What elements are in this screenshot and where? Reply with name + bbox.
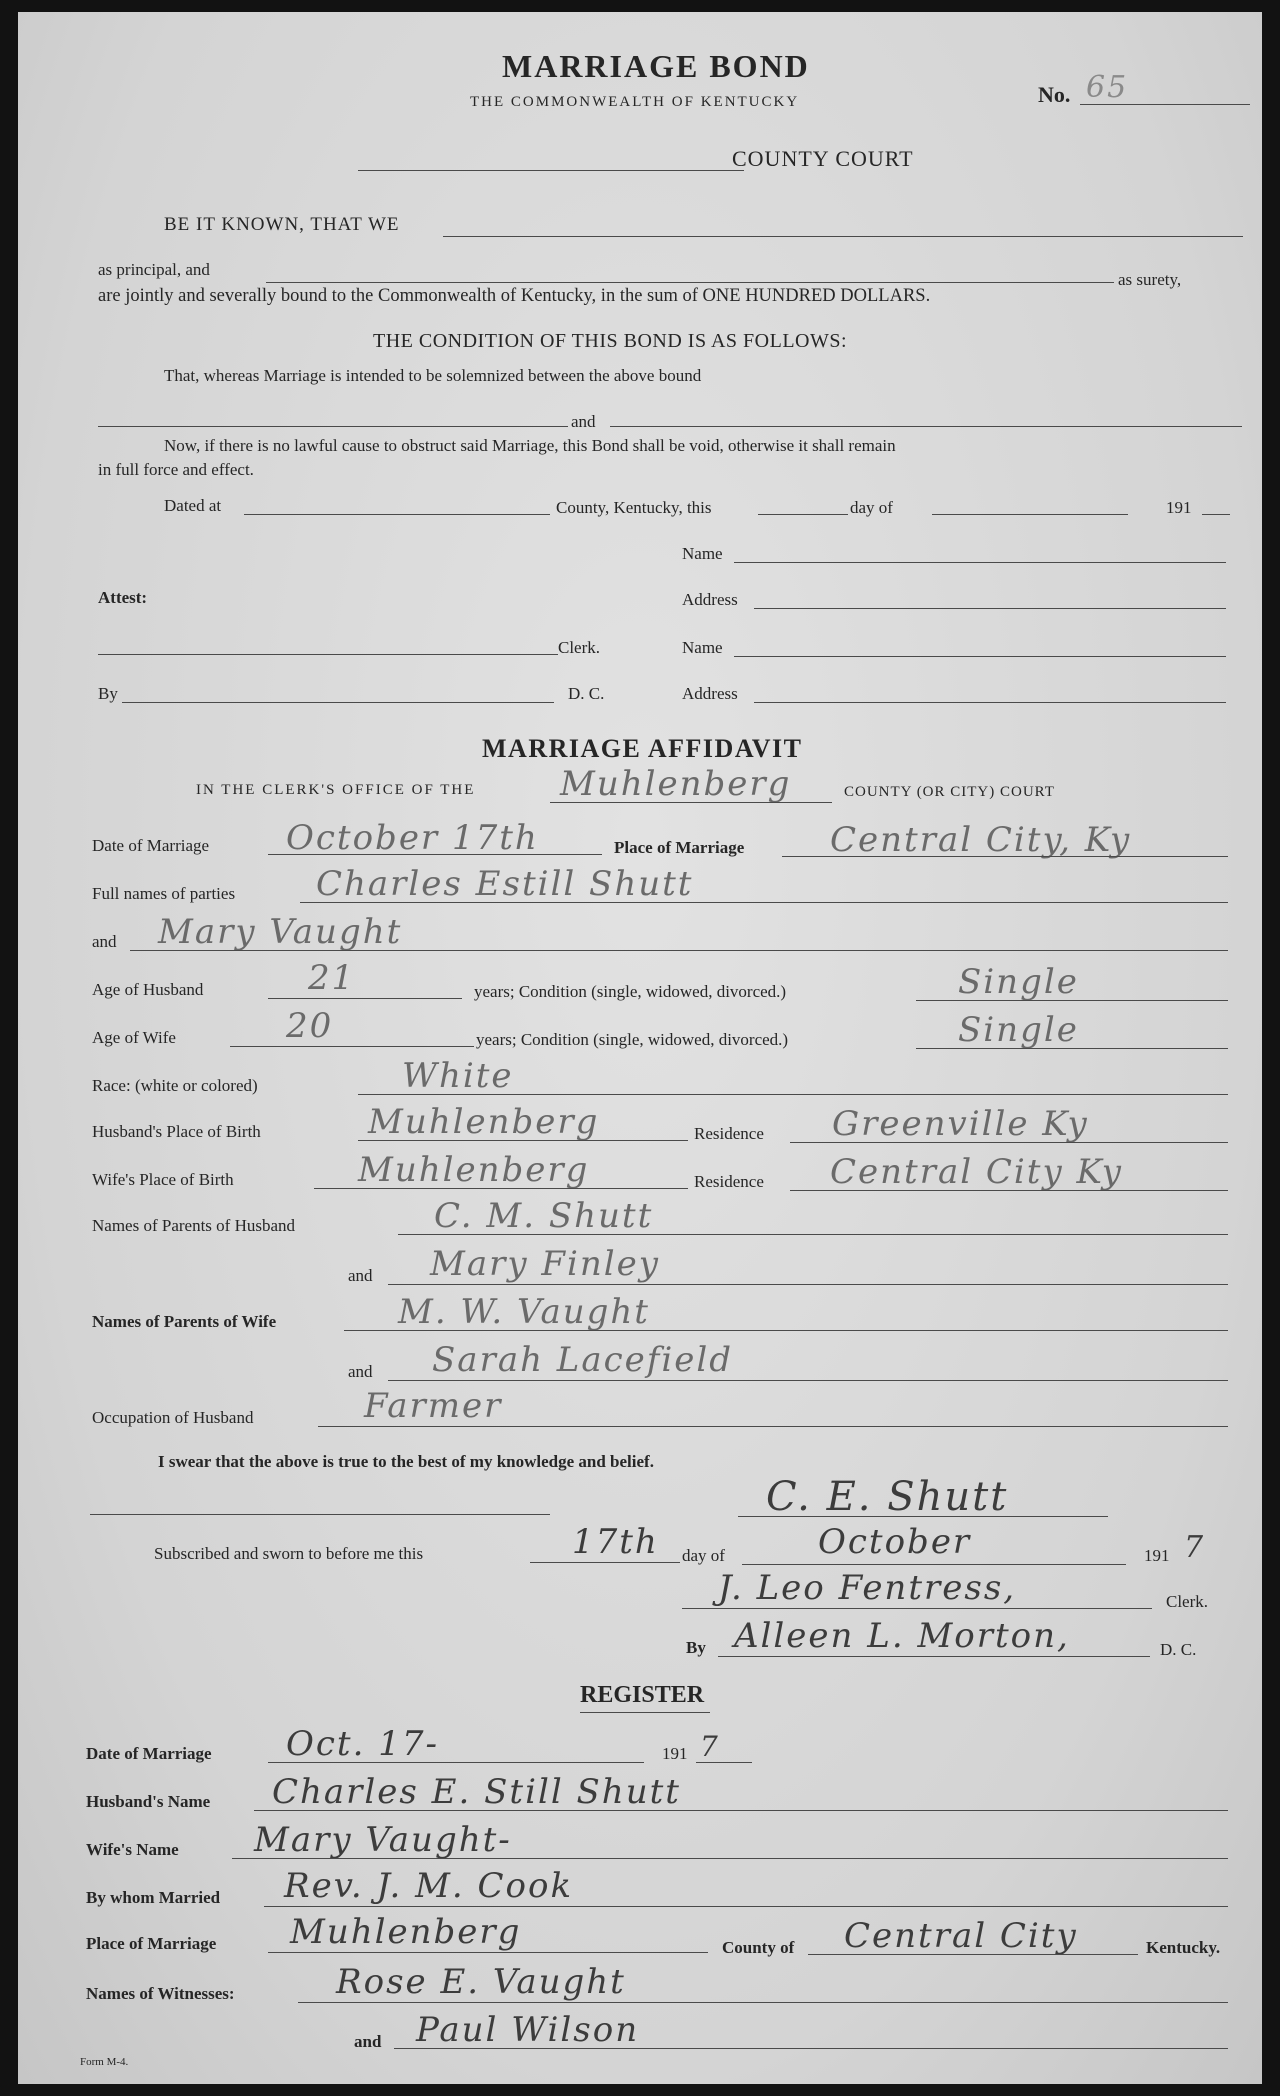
wife-full-name-line	[130, 950, 1228, 951]
name-line-2	[734, 656, 1226, 657]
wife-birthplace-label: Wife's Place of Birth	[92, 1170, 234, 1189]
age-husband-label: Age of Husband	[92, 980, 204, 999]
dated-at-label: Dated at	[164, 496, 222, 515]
husband-mother-value: Mary Finley	[430, 1244, 660, 1284]
husband-residence-label: Residence	[694, 1124, 764, 1143]
sworn-month-line	[742, 1564, 1126, 1565]
office-county-line	[550, 802, 832, 803]
place-of-marriage-line	[782, 856, 1228, 857]
full-force-text: in full force and effect.	[98, 460, 254, 479]
register-place-value: Muhlenberg	[290, 1912, 522, 1952]
race-line	[358, 1094, 1228, 1095]
husband-mother-line	[388, 1284, 1228, 1285]
wife-mother-and-label: and	[348, 1362, 373, 1381]
sworn-year-digit: 7	[1184, 1530, 1206, 1565]
address-line-2	[754, 702, 1226, 703]
place-of-marriage-value: Central City, Ky	[830, 820, 1132, 860]
date-of-marriage-value: October 17th	[286, 818, 539, 858]
register-county-value: Central City	[844, 1916, 1078, 1956]
sworn-month-value: October	[818, 1522, 972, 1562]
bond-month-line	[932, 514, 1128, 515]
affiant-signature-line	[738, 1516, 1108, 1517]
sworn-year-prefix: 191	[1144, 1546, 1170, 1565]
date-of-marriage-line	[268, 854, 602, 855]
affiant-signature: C. E. Shutt	[766, 1474, 1009, 1520]
bond-day-of-label: day of	[850, 498, 893, 517]
bond-year-line	[1202, 514, 1230, 515]
register-kentucky-label: Kentucky.	[1146, 1938, 1221, 1957]
register-wife-line	[232, 1858, 1228, 1859]
register-wife-value: Mary Vaught-	[254, 1820, 512, 1860]
register-county-line	[808, 1954, 1138, 1955]
age-wife-line	[230, 1046, 474, 1047]
age-wife-value: 20	[286, 1006, 334, 1046]
affiant-witness-line	[90, 1514, 550, 1515]
register-husband-value: Charles E. Still Shutt	[272, 1772, 681, 1812]
and-text: and	[571, 412, 596, 431]
register-witness2-line	[394, 2048, 1228, 2049]
address-label-1: Address	[682, 590, 738, 609]
form-number: Form M-4.	[80, 2056, 129, 2068]
wife-birthplace-value: Muhlenberg	[358, 1150, 590, 1190]
register-date-line	[268, 1762, 644, 1763]
register-witness1-value: Rose E. Vaught	[336, 1962, 626, 2002]
office-county-value: Muhlenberg	[560, 764, 792, 804]
husband-condition-value: Single	[958, 962, 1079, 1002]
bond-title: MARRIAGE BOND	[502, 48, 810, 84]
husband-condition-line	[916, 1000, 1228, 1001]
husband-birthplace-line	[358, 1140, 688, 1141]
name-label-1: Name	[682, 544, 723, 563]
register-husband-line	[254, 1810, 1228, 1811]
dc-label: D. C.	[568, 684, 605, 703]
full-names-label: Full names of parties	[92, 884, 236, 903]
register-heading-underline	[580, 1712, 710, 1713]
affidavit-heading: MARRIAGE AFFIDAVIT	[482, 734, 803, 763]
party1-line	[98, 426, 568, 427]
register-wife-label: Wife's Name	[86, 1840, 179, 1859]
husband-father-line	[398, 1234, 1228, 1235]
register-married-by-label: By whom Married	[86, 1888, 221, 1907]
wife-father-value: M. W. Vaught	[398, 1292, 650, 1332]
marriage-record-page	[18, 12, 1262, 2084]
register-county-of-label: County of	[722, 1938, 795, 1957]
clerk-signature: J. Leo Fentress,	[718, 1568, 1017, 1608]
occupation-line	[318, 1426, 1228, 1427]
register-date-label: Date of Marriage	[86, 1744, 212, 1763]
wife-and-label: and	[92, 932, 117, 951]
wife-parents-label: Names of Parents of Wife	[92, 1312, 277, 1331]
subscribed-text: Subscribed and sworn to before me this	[154, 1544, 424, 1563]
jointly-bound-text: are jointly and severally bound to the Commonwealth of Kentucky, in the sum of ONE HUNDRED DOLLARS.	[98, 286, 931, 306]
wife-father-line	[344, 1330, 1228, 1331]
deputy-signature: Alleen L. Morton,	[734, 1616, 1070, 1656]
register-year-prefix: 191	[662, 1744, 688, 1763]
register-date-value: Oct. 17-	[286, 1724, 439, 1764]
husband-birthplace-value: Muhlenberg	[368, 1102, 600, 1142]
by-label: By	[98, 684, 118, 703]
address-label-2: Address	[682, 684, 738, 703]
husband-father-value: C. M. Shutt	[434, 1196, 654, 1236]
sworn-day-of-label: day of	[682, 1546, 725, 1565]
name-label-2: Name	[682, 638, 723, 657]
husband-full-name-line	[300, 902, 1228, 903]
race-value: White	[402, 1056, 514, 1096]
dated-at-line	[244, 514, 550, 515]
county-ky-label: County, Kentucky, this	[556, 498, 712, 517]
husband-residence-value: Greenville Ky	[832, 1104, 1089, 1144]
place-of-marriage-label: Place of Marriage	[614, 838, 745, 857]
deputy-signature-line	[718, 1656, 1150, 1657]
register-year-line	[696, 1762, 752, 1763]
principal-line	[443, 236, 1243, 237]
occupation-label: Occupation of Husband	[92, 1408, 254, 1427]
clerk-line	[98, 654, 558, 655]
register-place-line	[268, 1952, 708, 1953]
husband-condition-label: years; Condition (single, widowed, divorced.)	[474, 982, 787, 1001]
register-witness2-value: Paul Wilson	[416, 2010, 640, 2050]
party2-line	[610, 426, 1242, 427]
register-husband-label: Husband's Name	[86, 1792, 211, 1811]
name-line-1	[734, 562, 1226, 563]
race-label: Race: (white or colored)	[92, 1076, 258, 1095]
bond-year-label: 191	[1166, 498, 1192, 517]
bond-number-line	[1080, 104, 1250, 105]
county-court-line	[358, 170, 744, 171]
register-witnesses-label: Names of Witnesses:	[86, 1984, 235, 2003]
swear-text: I swear that the above is true to the best of my knowledge and belief.	[158, 1452, 654, 1471]
surety-line	[266, 282, 1114, 283]
principal-text: as principal, and	[98, 260, 210, 279]
register-witness2-and-label: and	[354, 2032, 382, 2051]
wife-mother-line	[388, 1380, 1228, 1381]
be-it-known-text: BE IT KNOWN, THAT WE	[164, 214, 400, 235]
clerk-signature-line	[682, 1608, 1152, 1609]
age-husband-line	[268, 998, 462, 999]
wife-birthplace-line	[314, 1188, 688, 1189]
sworn-day-value: 17th	[572, 1522, 659, 1562]
wife-residence-line	[790, 1190, 1228, 1191]
wife-residence-value: Central City Ky	[830, 1152, 1123, 1192]
office-suffix: COUNTY (OR CITY) COURT	[844, 784, 1055, 800]
bond-number-value: 65	[1086, 70, 1129, 105]
register-married-by-line	[264, 1906, 1228, 1907]
register-year-digit: 7	[700, 1730, 720, 1763]
date-of-marriage-label: Date of Marriage	[92, 836, 210, 855]
wife-full-name-value: Mary Vaught	[158, 912, 403, 952]
address-line-1	[754, 608, 1226, 609]
county-court-label: COUNTY COURT	[732, 146, 914, 171]
occupation-value: Farmer	[364, 1386, 503, 1426]
wife-condition-value: Single	[958, 1010, 1079, 1050]
wife-residence-label: Residence	[694, 1172, 764, 1191]
register-witness1-line	[298, 2002, 1228, 2003]
age-husband-value: 21	[308, 958, 356, 998]
age-wife-label: Age of Wife	[92, 1028, 176, 1047]
bond-number-label: No.	[1038, 82, 1071, 107]
now-if-text: Now, if there is no lawful cause to obstruct said Marriage, this Bond shall be void, otherwise it shall remain	[164, 436, 896, 455]
whereas-text: That, whereas Marriage is intended to be solemnized between the above bound	[164, 366, 702, 385]
condition-heading: THE CONDITION OF THIS BOND IS AS FOLLOWS:	[373, 330, 848, 352]
wife-condition-line	[916, 1048, 1228, 1049]
husband-full-name-value: Charles Estill Shutt	[316, 864, 694, 904]
wife-condition-label: years; Condition (single, widowed, divorced.)	[476, 1030, 789, 1049]
clerk-label: Clerk.	[558, 638, 601, 657]
affidavit-by-label: By	[686, 1638, 706, 1657]
register-married-by-value: Rev. J. M. Cook	[284, 1866, 574, 1906]
wife-mother-value: Sarah Lacefield	[432, 1340, 734, 1380]
attest-label: Attest:	[98, 588, 148, 607]
bond-day-line	[758, 514, 848, 515]
husband-parents-label: Names of Parents of Husband	[92, 1216, 296, 1235]
affidavit-clerk-label: Clerk.	[1166, 1592, 1209, 1611]
by-line	[122, 702, 554, 703]
register-heading: REGISTER	[580, 1682, 705, 1708]
husband-birthplace-label: Husband's Place of Birth	[92, 1122, 261, 1141]
register-place-label: Place of Marriage	[86, 1934, 217, 1953]
office-prefix: IN THE CLERK'S OFFICE OF THE	[196, 782, 476, 798]
husband-mother-and-label: and	[348, 1266, 373, 1285]
affidavit-dc-label: D. C.	[1160, 1640, 1197, 1659]
surety-text: as surety,	[1118, 270, 1182, 289]
bond-subtitle: THE COMMONWEALTH OF KENTUCKY	[470, 94, 800, 110]
husband-residence-line	[790, 1142, 1228, 1143]
sworn-day-line	[530, 1562, 680, 1563]
